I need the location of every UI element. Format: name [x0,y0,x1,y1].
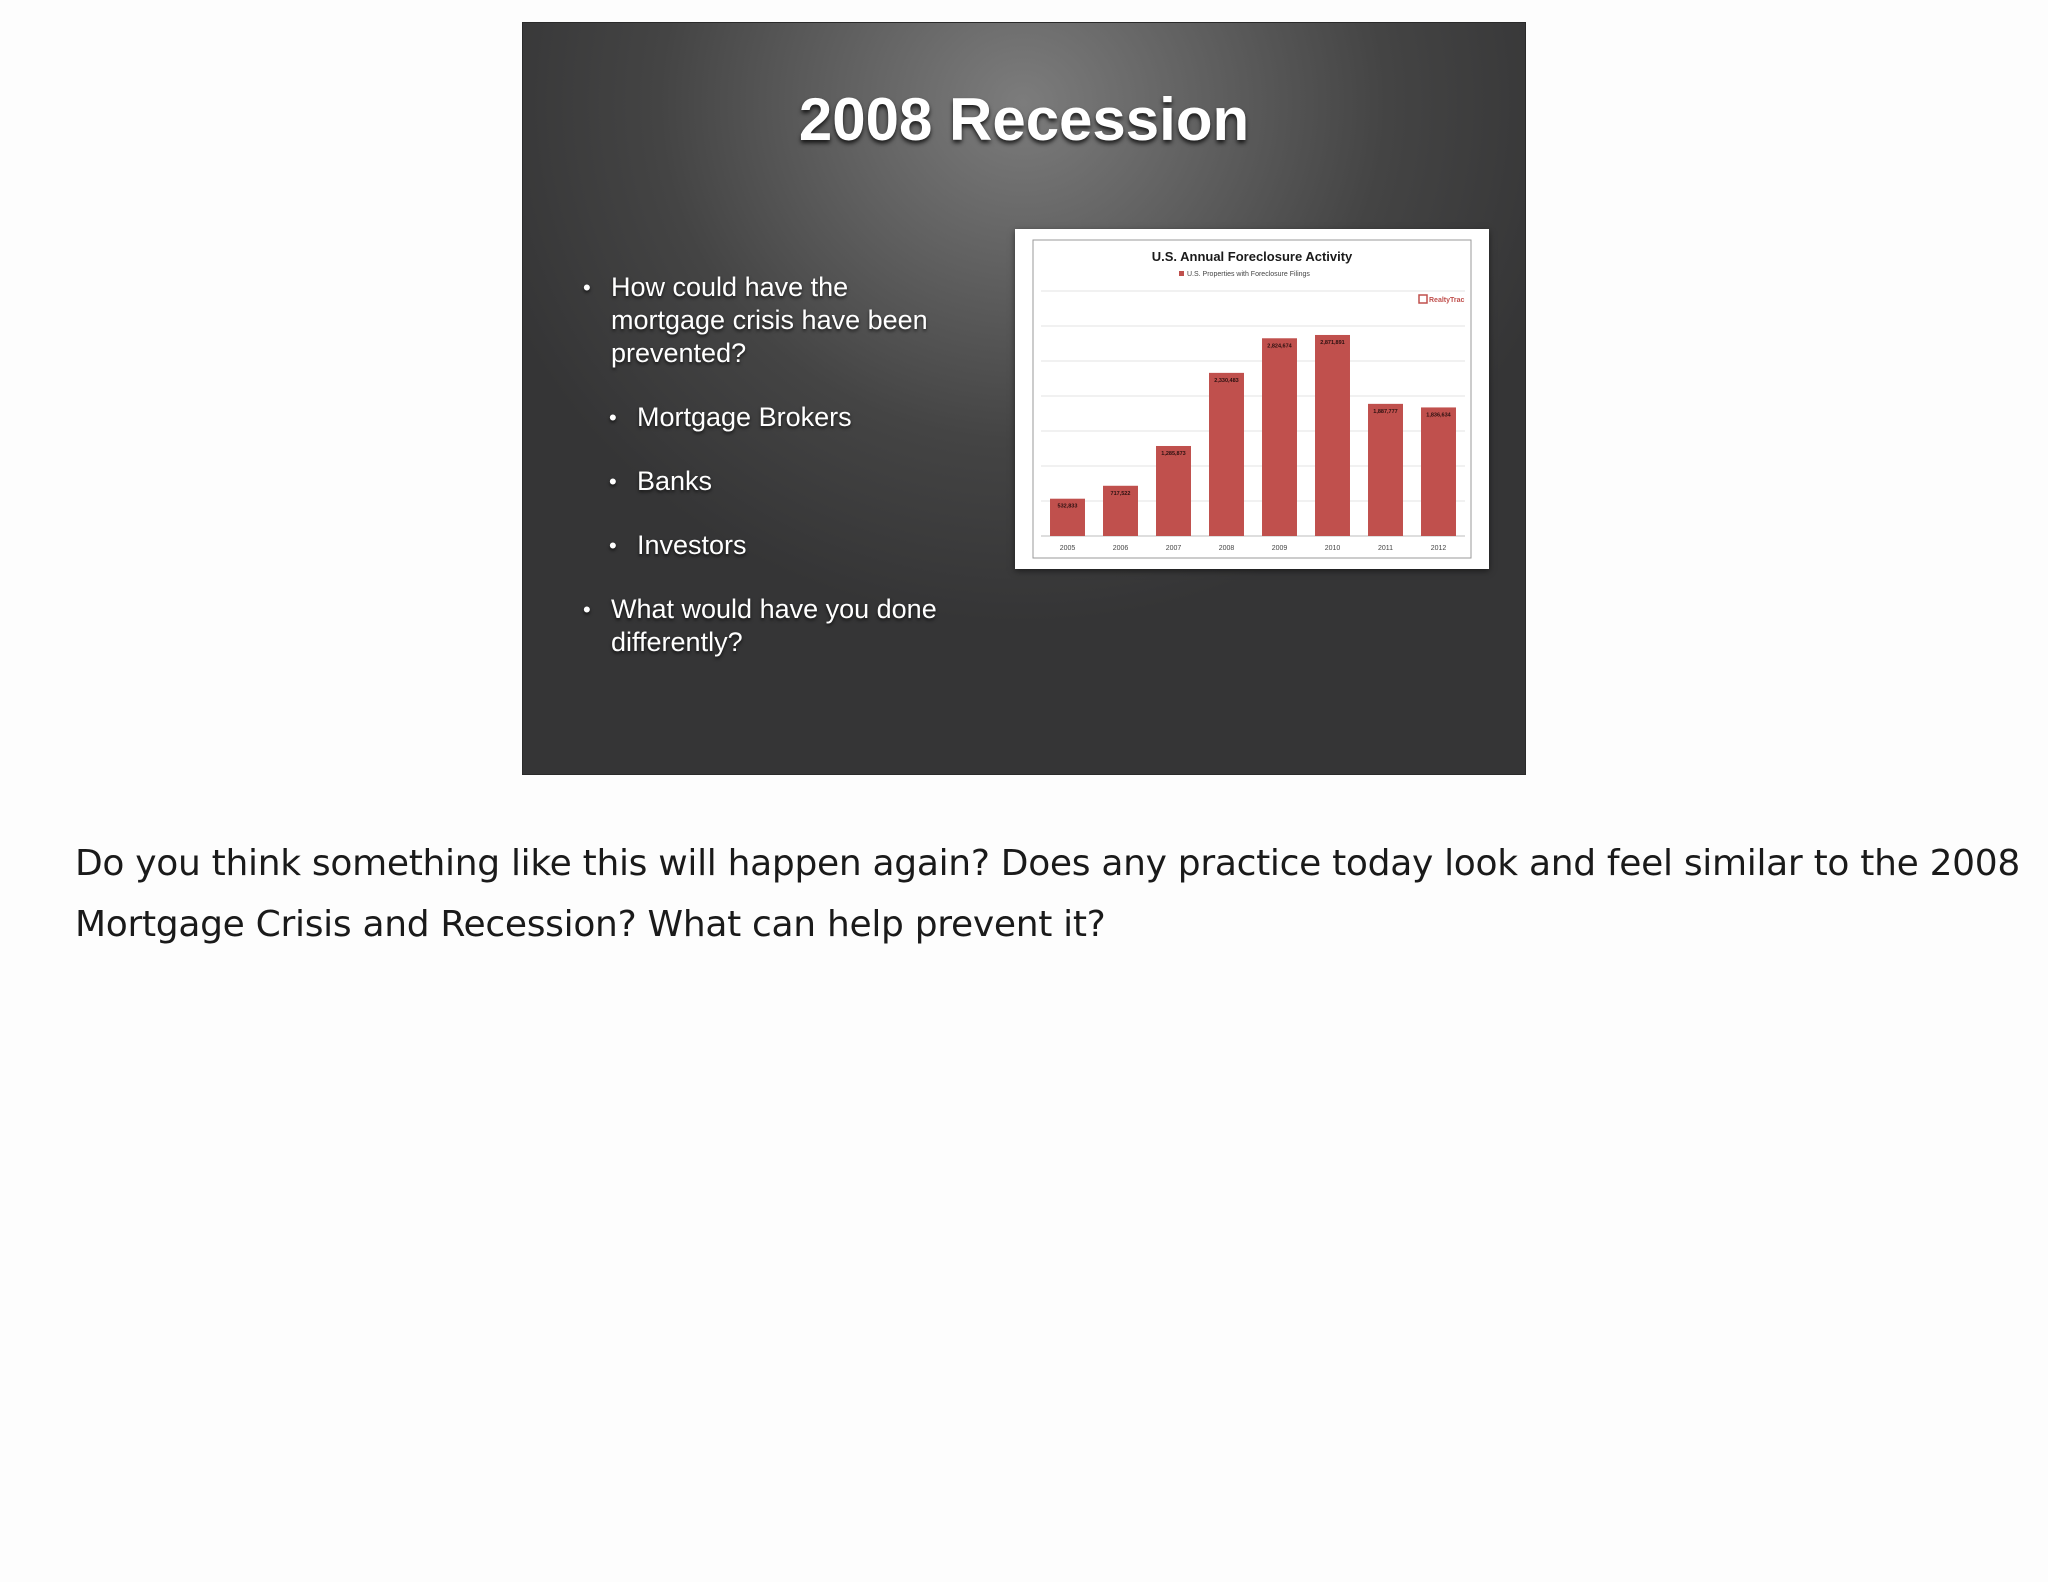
realtytrac-logo [1419,295,1465,304]
bullet-item [583,271,963,370]
bullet-dot: • [583,275,591,300]
sub-bullet-item [609,401,963,434]
x-tick-2011: 2011 [1377,545,1394,552]
data-label-2006: 717,522 [1110,490,1131,497]
x-tick-2009: 2009 [1271,545,1288,552]
caption-line-1: Do you think something like this will happen again? Does any practice today look and feel similar to the 2008 [75,843,2020,884]
x-tick-2010: 2010 [1324,545,1341,552]
bullet-text: Banks [637,466,713,496]
x-tick-2012: 2012 [1430,545,1447,552]
foreclosure-chart [1015,229,1489,569]
bar-2007 [1156,446,1191,536]
bar-2011 [1368,404,1403,536]
bullet-dot: • [609,405,617,430]
chart-title: U.S. Annual Foreclosure Activity [1151,249,1353,264]
chart-frame [1033,240,1471,558]
chart-legend: U.S. Properties with Foreclosure Filings [1187,271,1310,278]
bullet-list [583,271,963,690]
legend-swatch [1179,271,1184,276]
slide-image [522,22,1526,775]
logo-mark [1419,295,1427,303]
data-label-2012: 1,836,634 [1426,412,1451,419]
logo-text: RealtyTrac [1429,297,1465,304]
chart-svg [1015,229,1489,569]
caption-line-2: Mortgage Crisis and Recession? What can help prevent it? [75,904,1106,945]
bullet-item [583,593,963,659]
data-label-2009: 2,824,674 [1267,343,1292,350]
bar-2008 [1209,373,1244,536]
bar-2010 [1315,335,1350,536]
data-label-2008: 2,330,483 [1214,377,1239,384]
x-tick-2005: 2005 [1059,545,1076,552]
bullet-text: Investors [637,530,747,560]
data-label-2011: 1,887,777 [1373,408,1398,415]
bullet-dot: • [609,533,617,558]
bar-2009 [1262,338,1297,536]
bullet-text: How could have the mortgage crisis have been prevented? [611,272,928,368]
x-tick-2006: 2006 [1112,545,1129,552]
data-label-2010: 2,871,891 [1320,339,1345,346]
bullet-text: Mortgage Brokers [637,402,852,432]
x-tick-labels [1060,545,1447,552]
x-tick-2008: 2008 [1218,545,1235,552]
data-label-2007: 1,285,873 [1161,450,1186,457]
slide-title: 2008 Recession [798,86,1250,153]
data-label-2005: 532,833 [1057,503,1078,510]
bullet-dot: • [609,469,617,494]
bars [1050,335,1456,536]
sub-bullet-item [609,529,963,562]
x-tick-2007: 2007 [1165,545,1182,552]
bullet-text: What would have you done differently? [611,594,937,657]
bar-2012 [1421,407,1456,536]
bullet-dot: • [583,597,591,622]
sub-bullet-item [609,465,963,498]
caption-text [75,833,2020,955]
